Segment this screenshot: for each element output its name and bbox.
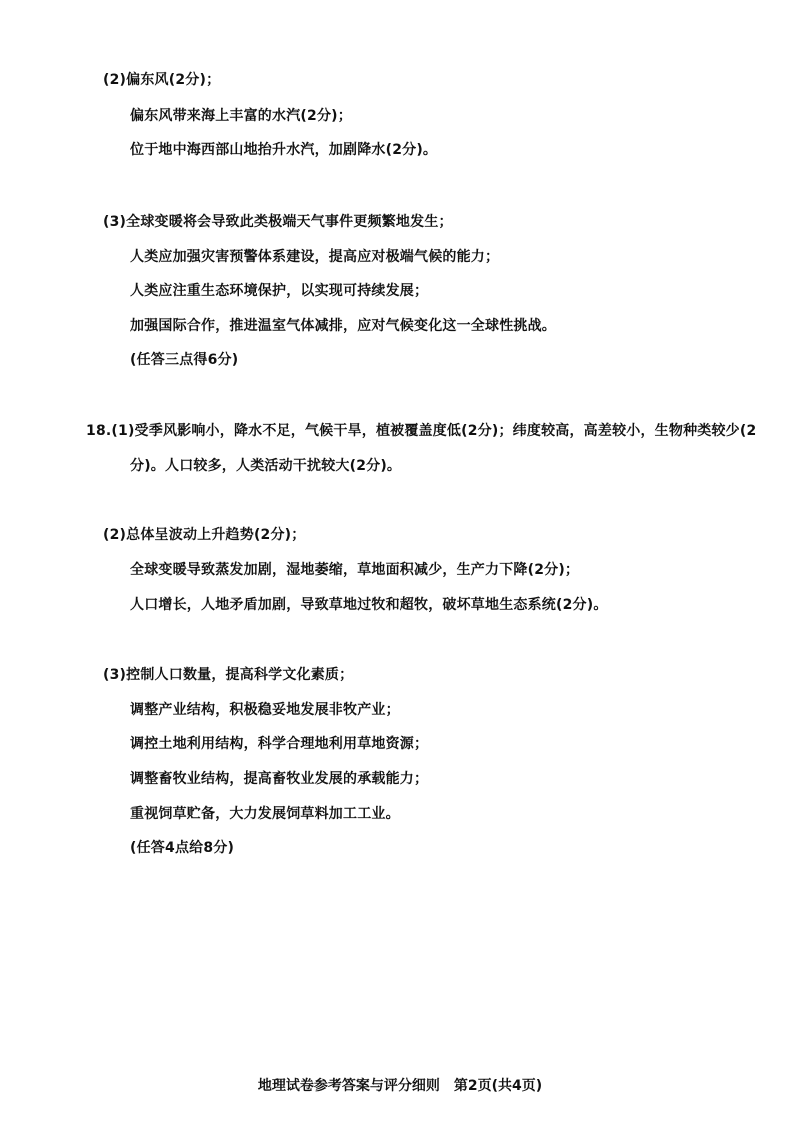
q17-part3-heading: (3)全球变暖将会导致此类极端天气事件更频繁地发生；: [103, 214, 453, 230]
q17-part3-line: 人类应加强灾害预警体系建设，提高应对极端气候的能力；: [130, 249, 500, 265]
q18-part1-heading: 18.(1)受季风影响小，降水不足，气候干旱，植被覆盖度低(2分)；纬度较高，高差较小，生物种类较少(2: [86, 423, 757, 439]
q17-part2-line: 位于地中海西部山地抬升水汽，加剧降水(2分)。: [130, 142, 438, 158]
q18-part1-continuation: 分)。人口较多，人类活动干扰较大(2分)。: [130, 458, 402, 474]
page-footer: 地理试卷参考答案与评分细则 第2页(共4页): [257, 1078, 543, 1094]
q18-part3-scoring-note: (任答4点给8分): [130, 840, 235, 856]
q17-part2-line: 偏东风带来海上丰富的水汽(2分)；: [130, 108, 352, 124]
q17-part3-line: 人类应注重生态环境保护，以实现可持续发展；: [130, 283, 429, 299]
q18-part3-line: 重视饲草贮备，大力发展饲草料加工工业。: [130, 806, 400, 822]
q18-part3-line: 调整产业结构，积极稳妥地发展非牧产业；: [130, 702, 400, 718]
q17-part2-heading: (2)偏东风(2分)；: [103, 72, 221, 88]
q17-part3-scoring-note: (任答三点得6分): [130, 352, 239, 368]
q18-part2-line: 全球变暖导致蒸发加剧，湿地萎缩，草地面积减少，生产力下降(2分)；: [130, 562, 580, 578]
q18-part3-line: 调整畜牧业结构，提高畜牧业发展的承载能力；: [130, 771, 429, 787]
q18-part2-line: 人口增长，人地矛盾加剧，导致草地过牧和超牧，破坏草地生态系统(2分)。: [130, 597, 608, 613]
q18-part3-line: 调控土地利用结构，科学合理地利用草地资源；: [130, 736, 429, 752]
q18-part3-heading: (3)控制人口数量，提高科学文化素质；: [103, 667, 354, 683]
q17-part3-line: 加强国际合作，推进温室气体减排，应对气候变化这一全球性挑战。: [130, 318, 556, 334]
q18-part2-heading: (2)总体呈波动上升趋势(2分)；: [103, 527, 306, 543]
